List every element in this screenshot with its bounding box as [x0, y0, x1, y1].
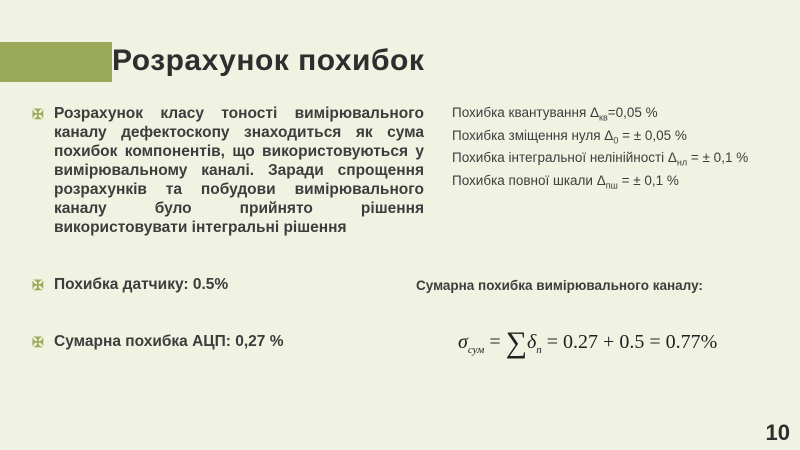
title-accent-bar: [0, 42, 112, 82]
bullet-item-adc-error: [32, 332, 424, 351]
bullet-text: Сумарна похибка АЦП: 0,27 %: [54, 333, 284, 350]
bullet-icon: ✠: [32, 334, 44, 350]
slide-title: Розрахунок похибок: [112, 44, 425, 77]
bullet-item-description: [32, 104, 424, 237]
top-band: [0, 0, 800, 38]
total-error-label: Сумарна похибка вимірювального каналу:: [416, 278, 703, 293]
error-components-list: [452, 104, 748, 195]
error-line-full-scale: Похибка повної шкали $\Delta_{пш}$ = ± 0,1 %: [452, 173, 679, 191]
total-error-formula: $\sigma_{сум} = \sum\delta_n = 0.27 + 0.5 = 0.77\%$: [458, 326, 718, 359]
page-number: 10: [765, 420, 790, 445]
sum-symbol: ∑: [505, 326, 527, 359]
error-line-nonlinearity: Похибка інтегральної нелінійності $\Delta_{нл}$ = ± 0,1 %: [452, 150, 749, 169]
bullet-list: [32, 104, 424, 351]
error-line-zero-offset: Похибка зміщення нуля $\Delta_0$ = ± 0,05 %: [452, 127, 687, 146]
error-line-quantization: Похибка квантування $\Delta_{кв}=0,05$ %: [452, 105, 658, 123]
bullet-text: Похибка датчику: 0.5%: [54, 276, 229, 293]
bullet-item-sensor-error: [32, 275, 424, 294]
bullet-text: Розрахунок класу тоності вимірювального каналу дефектоскопу знаходиться як сума похибок компонентів, що використовуються у вимірювальному каналі. Заради спрощення розрахунків та побудови вимірювального каналу було прийнято рішення використовувати інтегральні рішення: [54, 105, 424, 236]
bullet-icon: ✠: [32, 106, 44, 122]
bullet-icon: ✠: [32, 277, 44, 293]
